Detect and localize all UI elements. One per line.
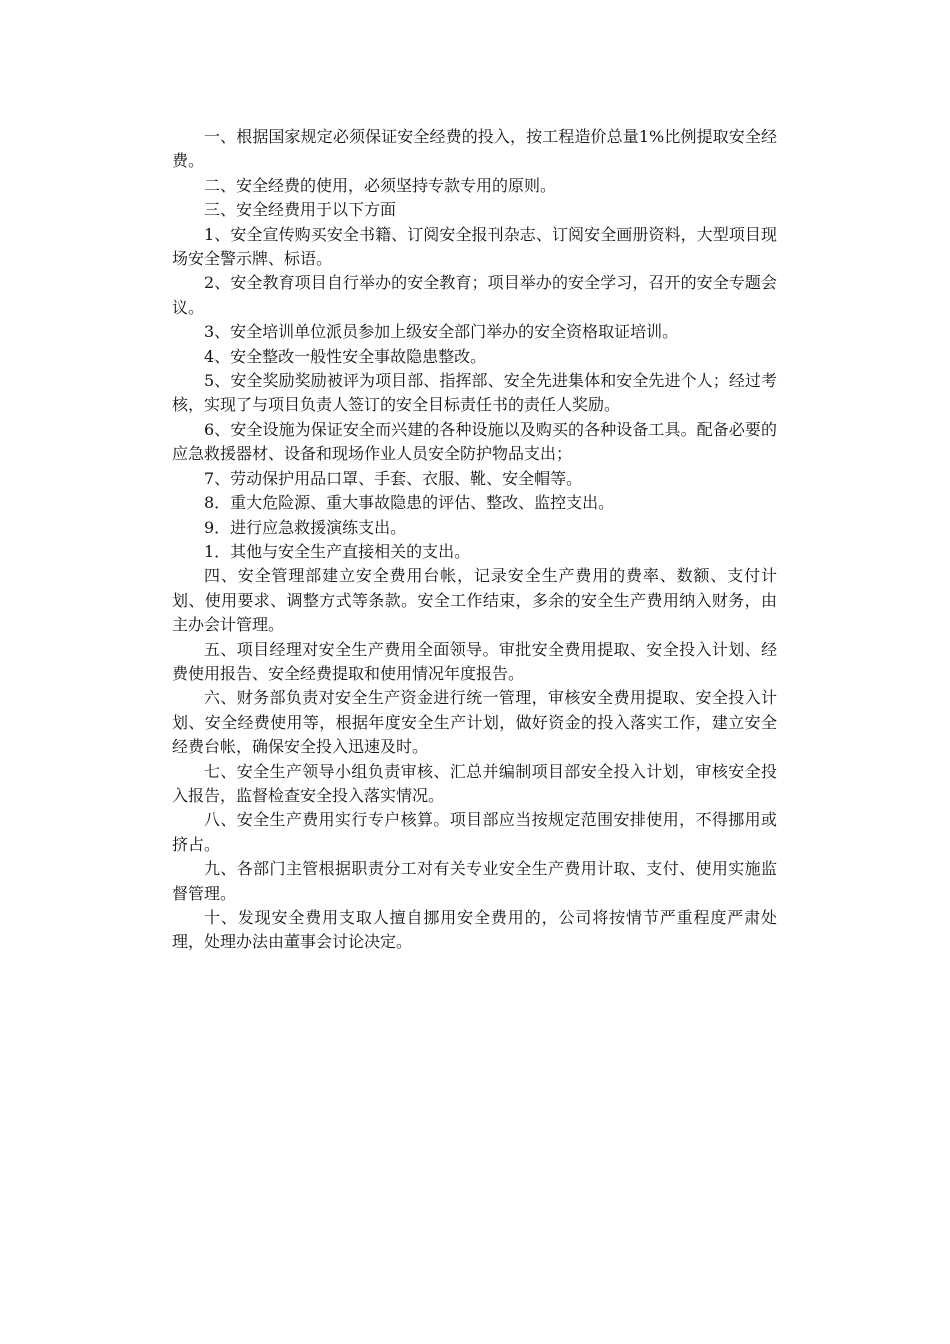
paragraph-10: 7、劳动保护用品口罩、手套、衣服、靴、安全帽等。 [204,468,583,488]
paragraph-20: 十、发现安全费用支取人擅自挪用安全费用的，公司将按情节严重程度严肃处理，处理办法由董事会讨论决定。 [172,908,777,952]
paragraph-2: 二、安全经费的使用，必须坚持专款专用的原则。 [204,175,557,195]
paragraph-9: 6、安全设施为保证安全而兴建的各种设施以及购买的各种设备工具。配备必要的应急救援器材、设备和现场作业人员安全防护物品支出； [172,419,777,464]
paragraph-18: 八、安全生产费用实行专户核算。项目部应当按规定范围安排使用，不得挪用或挤占。 [172,810,777,854]
paragraph-1: 一、根据国家规定必须保证安全经费的投入，按工程造价总量1%比例提取安全经费。 [172,127,777,171]
paragraph-14: 四、安全管理部建立安全费用台帐，记录安全生产费用的费率、数额、支付计划、使用要求、调整方式等条款。安全工作结束，多余的安全生产费用纳入财务，由主办会计管理。 [172,566,777,635]
paragraph-4: 1、安全宣传购买安全书籍、订阅安全报刊杂志、订阅安全画册资料，大型项目现场安全警示牌、标语。 [172,224,777,269]
paragraph-8: 5、安全奖励奖励被评为项目部、指挥部、安全先进集体和安全先进个人；经过考核，实现了与项目负责人签订的安全目标责任书的责任人奖励。 [172,371,777,415]
paragraph-15: 五、项目经理对安全生产费用全面领导。审批安全费用提取、安全投入计划、经费使用报告、安全经费提取和使用情况年度报告。 [172,639,777,683]
paragraph-11: 8．重大危险源、重大事故隐患的评估、整改、监控支出。 [204,493,615,513]
paragraph-17: 七、安全生产领导小组负责审核、汇总并编制项目部安全投入计划，审核安全投入报告，监督检查安全投入落实情况。 [172,761,777,805]
paragraph-5: 2、安全教育项目自行举办的安全教育；项目举办的安全学习，召开的安全专题会议。 [172,273,777,317]
paragraph-16: 六、财务部负责对安全生产资金进行统一管理，审核安全费用提取、安全投入计划、安全经费使用等，根据年度安全生产计划，做好资金的投入落实工作，建立安全经费台帐，确保安全投入迅速及时。 [172,688,777,757]
paragraph-3: 三、安全经费用于以下方面 [204,200,397,220]
paragraph-19: 九、各部门主管根据职责分工对有关专业安全生产费用计取、支付、使用实施监督管理。 [172,859,777,903]
paragraph-12: 9．进行应急救援演练支出。 [204,517,407,537]
document-body [172,125,777,955]
paragraph-6: 3、安全培训单位派员参加上级安全部门举办的安全资格取证培训。 [204,322,679,342]
paragraph-13: 1．其他与安全生产直接相关的支出。 [204,541,471,561]
paragraph-7: 4、安全整改一般性安全事故隐患整改。 [204,346,487,366]
